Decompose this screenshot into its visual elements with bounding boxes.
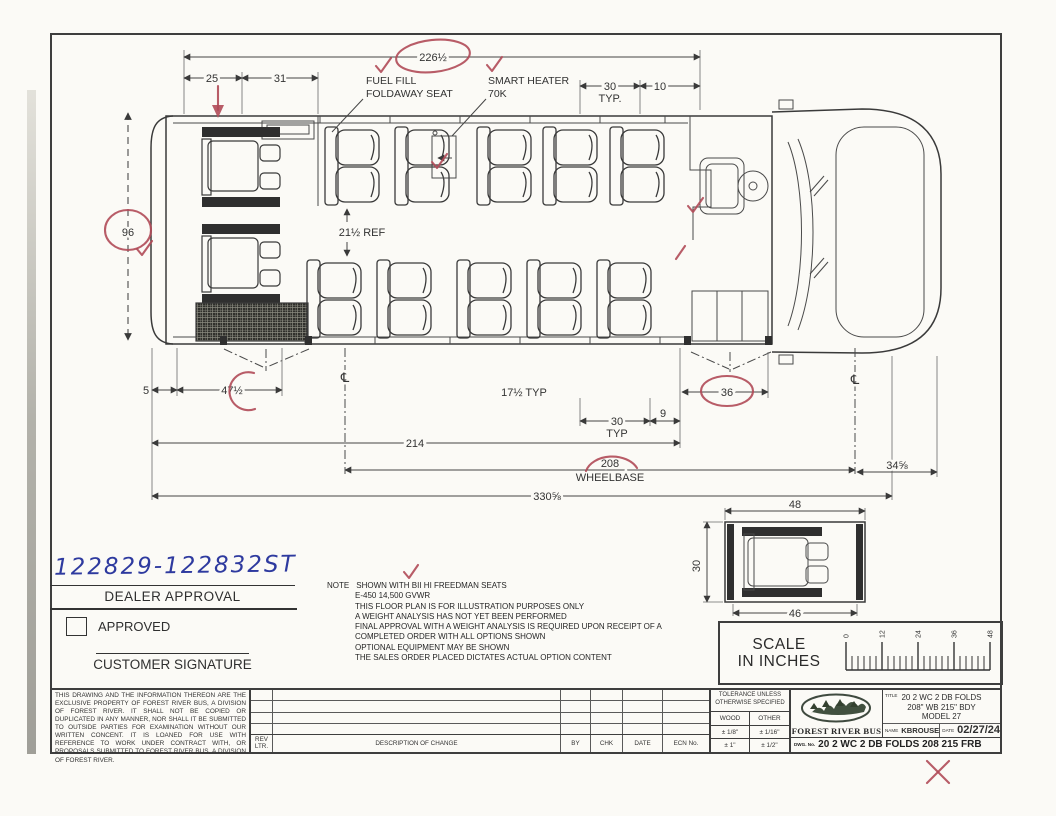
- dim-96: 96: [121, 227, 135, 239]
- revision-table: [251, 690, 711, 752]
- rev-ltr-header: REV LTR.: [251, 735, 273, 752]
- scale-caption-line1: SCALE: [752, 636, 806, 653]
- customer-signature-label: CUSTOMER SIGNATURE: [93, 657, 252, 672]
- title-strip: [50, 688, 1002, 764]
- note-line: SHOWN WITH BII HI FREEDMAN SEATS: [356, 581, 507, 590]
- wheelbase-label: WHEELBASE: [575, 472, 645, 484]
- detail-dim-48: 48: [788, 499, 802, 511]
- scale-caption: [720, 636, 838, 670]
- drawing-date-cell: [940, 724, 1000, 737]
- company-name: FOREST RIVER BUS: [791, 725, 882, 736]
- revision-row-empty: [251, 700, 709, 711]
- dim-30-typ-suffix: TYP.: [598, 93, 622, 105]
- title-line3: MODEL 27: [921, 712, 962, 722]
- forest-river-logo: [791, 690, 882, 726]
- revision-row-empty: [251, 712, 709, 723]
- dim-overall-length: 226½: [419, 52, 447, 64]
- dim-47: 47½: [221, 385, 243, 397]
- date-header: DATE: [623, 735, 663, 752]
- dwg-no-label: DWG. No.: [793, 742, 816, 748]
- note-line: A WEIGHT ANALYSIS HAS NOT YET BEEN PERFORMED: [355, 611, 567, 621]
- dim-30-bottom: 30: [610, 416, 624, 428]
- drafter-name: KBROUSE: [901, 725, 940, 735]
- dim-21-ref: 21½ REF: [338, 227, 386, 239]
- dim-25: 25: [205, 73, 219, 85]
- property-disclaimer: THIS DRAWING AND THE INFORMATION THEREON ARE THE EXCLUSIVE PROPERTY OF FOREST RIVER BUS, A DIVISION OF FOREST RIVER. IT SHALL NOT BE COPIED OR DUPLICATED IN ANY MANNER, NOR SHALL IT BE SUBMITTED TO OUTSIDE PARTIES FOR EXAMINATION WITHOUT OUR WRITTEN CONCENT. IT IS LOANED FOR USE WITH REFERENCE TO WORK UNDER CONTRACT WITH, OR PROPOSALS SUBMITTED TO FOREST RIVER BUS, A DIVISION OF FOREST RIVER.: [52, 690, 251, 752]
- scan-artifact-streak: [27, 90, 36, 754]
- note-line: OPTIONAL EQUIPMENT MAY BE SHOWN: [355, 642, 510, 652]
- dim-30-bottom-suffix: TYP: [606, 428, 628, 440]
- detail-dim-30: 30: [691, 559, 703, 573]
- foldaway-seat-label: FOLDAWAY SEAT: [366, 88, 453, 100]
- customer-signature-line: [96, 653, 249, 654]
- note-line: THE SALES ORDER PLACED DICTATES ACTUAL OPTION CONTENT: [355, 653, 612, 663]
- ruler-tick-label: 12: [879, 630, 887, 638]
- dealer-approval-divider: [50, 608, 297, 610]
- tolerance-wood-1: ± 1/8": [711, 726, 750, 739]
- tolerance-header: TOLERANCE UNLESS OTHERWISE SPECIFIED: [711, 690, 789, 712]
- tolerance-other-1: ± 1/16": [759, 728, 780, 736]
- note-line: THIS FLOOR PLAN IS FOR ILLUSTRATION PURPOSES ONLY: [355, 601, 585, 611]
- scale-caption-line2: IN INCHES: [737, 653, 821, 670]
- title-label: TITLE: [884, 693, 898, 698]
- dim-34: 34⅝: [886, 460, 908, 472]
- dim-9: 9: [659, 408, 667, 420]
- note-label: NOTE: [327, 581, 350, 590]
- revision-table-header: [251, 734, 709, 752]
- drawing-title: [883, 690, 1000, 724]
- note-line: E-450 14,500 GVWR: [355, 591, 431, 601]
- notes-block: [327, 581, 697, 663]
- dim-17-typ: 17½ TYP: [501, 387, 547, 399]
- dim-31: 31: [273, 73, 287, 85]
- ecn-header: ECN No.: [673, 740, 699, 747]
- approved-label: APPROVED: [98, 619, 171, 634]
- scale-ruler: [838, 624, 998, 682]
- scale-box: [718, 621, 1003, 685]
- dim-214: 214: [405, 438, 425, 450]
- date-label: DATE: [942, 727, 955, 733]
- approved-checkbox: [66, 617, 87, 636]
- chk-header: CHK: [591, 735, 623, 752]
- title-line1: 20 2 WC 2 DB FOLDS: [901, 693, 982, 702]
- drawing-number: 20 2 WC 2 DB FOLDS 208 215 FRB: [818, 739, 982, 751]
- centerline-symbol-front: ℄: [850, 372, 860, 387]
- tolerance-col-other: OTHER: [758, 714, 781, 722]
- drafter-name-cell: [883, 724, 940, 737]
- dim-30-typ: 30: [603, 81, 617, 93]
- fuel-fill-label: FUEL FILL: [366, 75, 417, 87]
- title-block: [791, 690, 1000, 752]
- note-line: COMPLETED ORDER WITH ALL OPTIONS SHOWN: [355, 632, 546, 642]
- dim-36: 36: [720, 387, 734, 399]
- ruler-tick-label: 0: [843, 634, 851, 638]
- revision-row-empty: [251, 690, 709, 700]
- title-line2: 208" WB 215" BDY: [907, 702, 976, 712]
- drawing-number-cell: [791, 738, 1000, 752]
- handwritten-order-number: 122829-122832ST: [53, 551, 297, 581]
- dim-330: 330⅝: [533, 491, 561, 503]
- dealer-approval-label: DEALER APPROVAL: [104, 589, 241, 604]
- dim-5: 5: [142, 385, 150, 397]
- detail-dim-46: 46: [788, 608, 802, 620]
- dim-10: 10: [653, 81, 667, 93]
- drawing-date: 02/27/24: [957, 724, 1000, 737]
- ruler-tick-label: 36: [951, 630, 959, 638]
- description-header: DESCRIPTION OF CHANGE: [273, 735, 561, 752]
- ruler-tick-label: 24: [915, 630, 923, 638]
- tolerance-wood-2: ± 1": [711, 739, 750, 752]
- ruler-tick-label: 48: [987, 630, 995, 638]
- smart-heater-label: SMART HEATER: [488, 75, 570, 87]
- tolerance-block: [711, 690, 791, 752]
- dim-208: 208: [600, 458, 620, 470]
- revision-row-empty: [251, 723, 709, 734]
- handwritten-underline: [50, 585, 295, 586]
- by-header: BY: [561, 735, 591, 752]
- name-label: NAME: [884, 727, 899, 733]
- tolerance-other-2: ± 1/2": [761, 742, 778, 750]
- tolerance-col-wood: WOOD: [711, 712, 750, 725]
- centerline-symbol-rear: ℄: [340, 370, 350, 385]
- smart-heater-rating: 70K: [488, 88, 507, 100]
- note-line: FINAL APPROVAL WITH A WEIGHT ANALYSIS IS REQUIRED UPON RECEIPT OF A: [355, 622, 662, 632]
